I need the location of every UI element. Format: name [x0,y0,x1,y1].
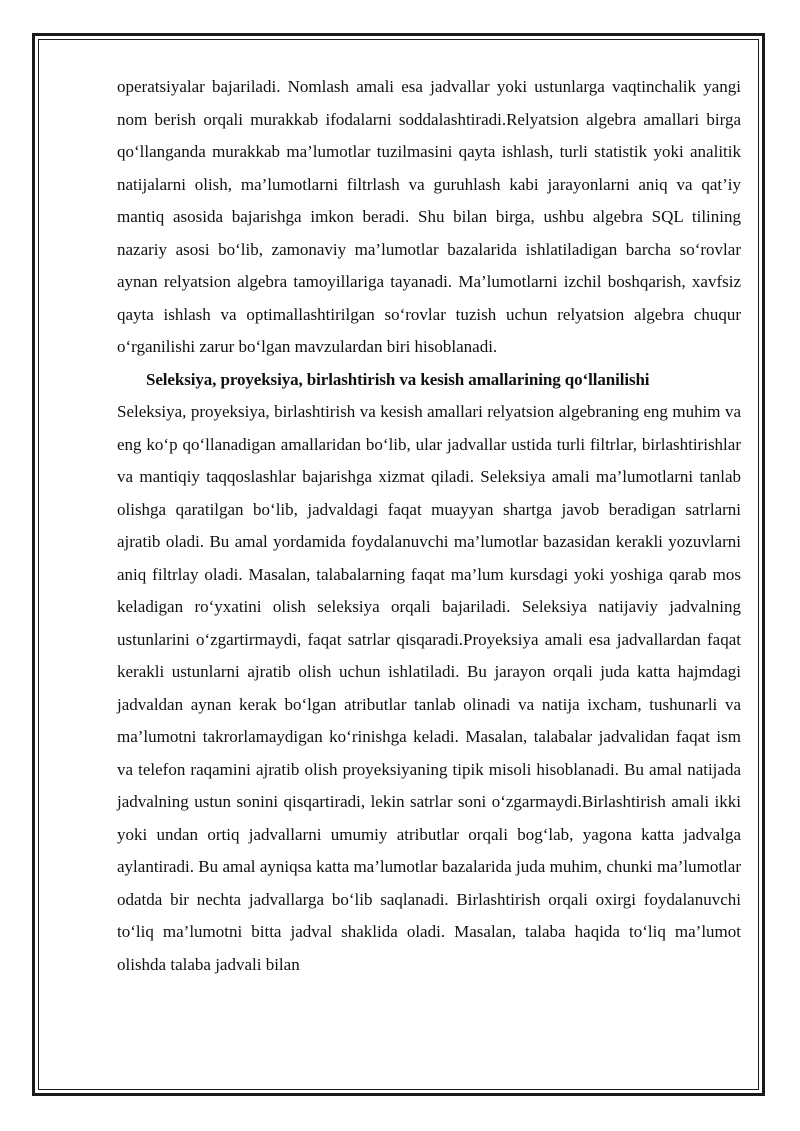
paragraph-intro: operatsiyalar bajariladi. Nomlash amali esa jadvallar yoki ustunlarga vaqtinchalik yangi nom berish orqali murakkab ifodalarni soddalashtiradi.Relyatsion algebra amallari birga qo‘llanganda murakkab ma’lumotlar tuzilmasini qayta ishlash, turli statistik yoki analitik natijalarni olish, ma’lumotlarni filtrlash va guruhlash kabi jarayonlarni aniq va qat’iy mantiq asosida bajarishga imkon beradi. Shu bilan birga, ushbu algebra SQL tilining nazariy asosi bo‘lib, zamonaviy ma’lumotlar bazalarida ishlatiladigan barcha so‘rovlar aynan relyatsion algebra tamoyillariga tayanadi. Ma’lumotlarni izchil boshqarish, xavfsiz qayta ishlash va optimallashtirilgan so‘rovlar tuzish uchun relyatsion algebra chuqur o‘rganilishi zarur bo‘lgan mavzulardan biri hisoblanadi. [117,77,741,356]
document-body [117,71,741,981]
paragraph-operations: Seleksiya, proyeksiya, birlashtirish va kesish amallari relyatsion algebraning eng muhim va eng ko‘p qo‘llanadigan amallaridan bo‘lib, ular jadvallar ustida turli filtrlar, birlashtirishlar va mantiqiy taqqoslashlar bajarishga xizmat qiladi. Seleksiya amali ma’lumotlarni tanlab olishga qaratilgan bo‘lib, jadvaldagi faqat muayyan shartga javob beradigan satrlarni ajratib oladi. Bu amal yordamida foydalanuvchi ma’lumotlar bazasidan kerakli yozuvlarni aniq filtrlay oladi. Masalan, talabalarning faqat ma’lum kursdagi yoki yoshiga qarab mos keladigan ro‘yxatini olish seleksiya orqali bajariladi. Seleksiya natijaviy jadvalning ustunlarini o‘zgartirmaydi, faqat satrlar qisqaradi.Proyeksiya amali esa jadvallardan faqat kerakli ustunlarni ajratib olish uchun ishlatiladi. Bu jarayon orqali juda katta hajmdagi jadvaldan aynan kerak bo‘lgan atributlar tanlab olinadi va natija ixcham, tushunarli va ma’lumotni takrorlamaydigan ko‘rinishga keladi. Masalan, talabalar jadvalidan faqat ism va telefon raqamini ajratib olish proyeksiyaning tipik misoli hisoblanadi. Bu amal natijada jadvalning ustun sonini qisqartiradi, lekin satrlar soni o‘zgarmaydi.Birlashtirish amali ikki yoki undan ortiq jadvallarni umumiy atributlar orqali bog‘lab, yagona katta jadvalga aylantiradi. Bu amal ayniqsa katta ma’lumotlar bazalarida juda muhim, chunki ma’lumotlar odatda bir nechta jadvallarga bo‘lib saqlanadi. Birlashtirish orqali oxirgi foydalanuvchi to‘liq ma’lumotni bitta jadval shaklida oladi. Masalan, talaba haqida to‘liq ma’lumot olishda talaba jadvali bilan [117,402,741,974]
section-heading: Seleksiya, proyeksiya, birlashtirish va kesish amallarining qo‘llanilishi [146,369,650,389]
